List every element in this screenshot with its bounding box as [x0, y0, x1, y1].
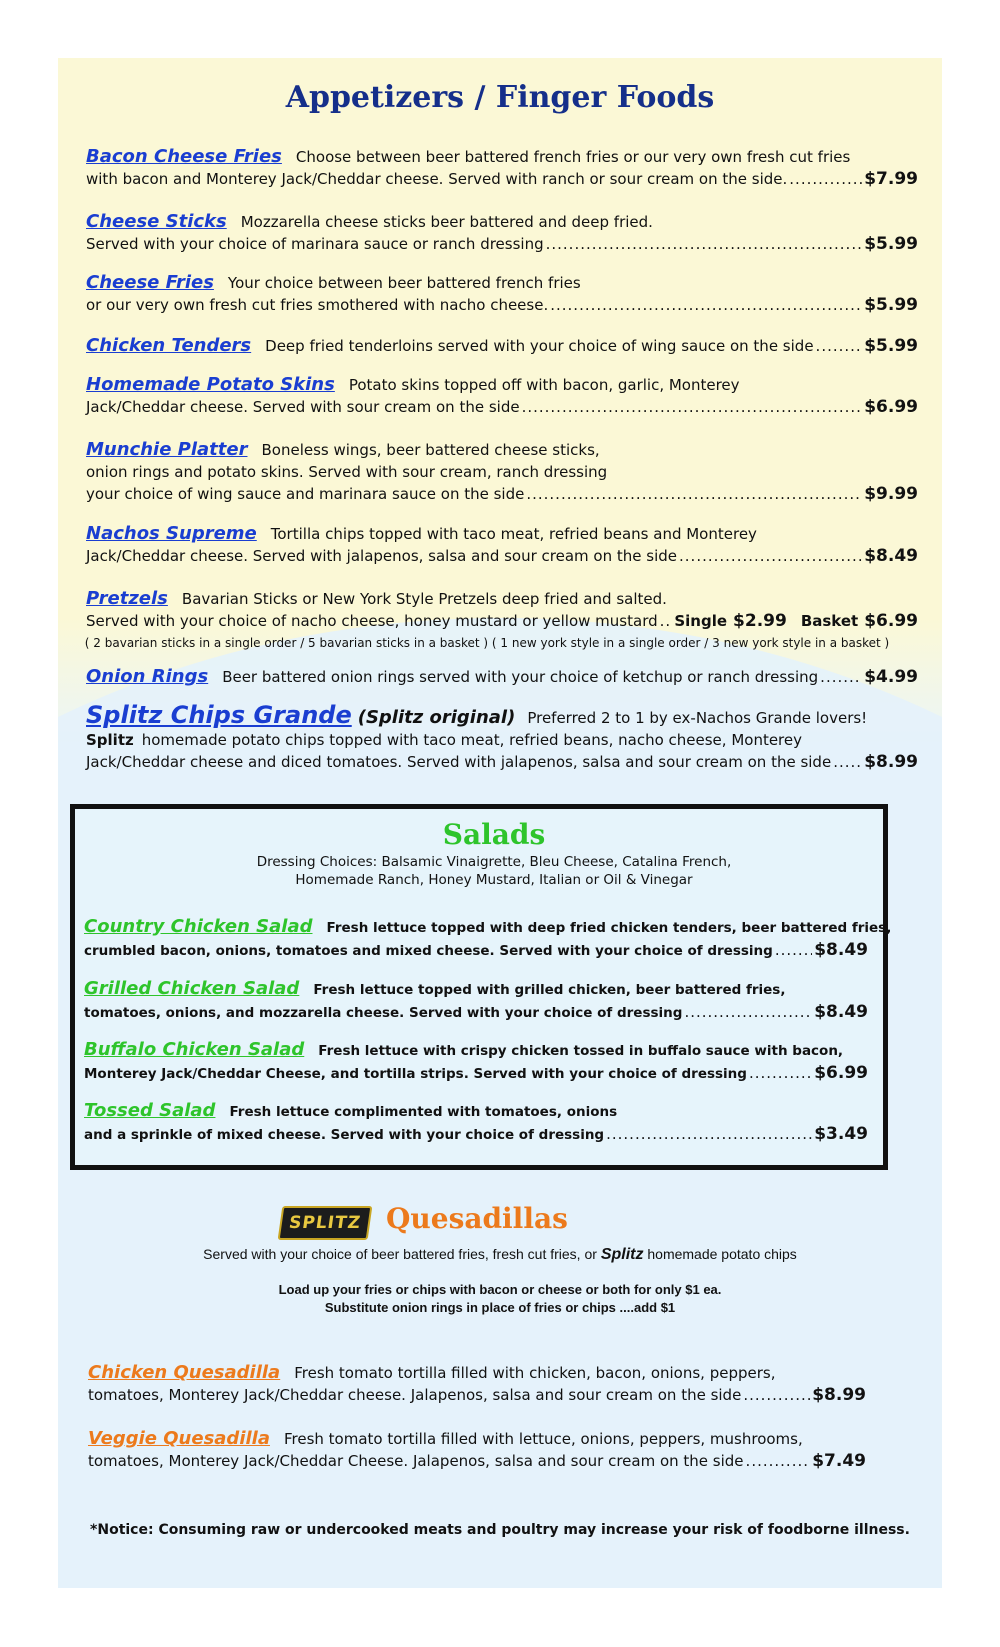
leader-dots: [550, 294, 862, 316]
item-price: $8.99: [812, 1385, 866, 1405]
leader-dots: [833, 751, 862, 773]
item-name: Splitz Chips Grande: [86, 701, 352, 729]
item-desc: tomatoes, Monterey Jack/Cheddar cheese. Jalapenos, salsa and sour cream on the side: [88, 1386, 742, 1404]
menu-page: [58, 58, 942, 1588]
item-desc: Deep fried tenderloins served with your choice of wing sauce on the side: [265, 337, 814, 355]
item-name: Chicken Tenders: [86, 335, 252, 356]
item-desc: Monterey Jack/Cheddar Cheese, and tortilla strips. Served with your choice of dressing: [84, 1066, 747, 1082]
item-name: Cheese Fries: [86, 272, 214, 293]
item-desc: Jack/Cheddar cheese. Served with sour cream on the side: [86, 398, 520, 416]
menu-content: [58, 58, 942, 1588]
item-desc: Served with your choice of nacho cheese, honey mustard or yellow mustard: [86, 612, 658, 630]
menu-item-pretzels: [86, 588, 918, 654]
item-name: Onion Rings: [86, 666, 209, 687]
item-price: $4.99: [864, 667, 918, 687]
menu-item-nachos-supreme: [86, 523, 918, 567]
substitute-note: Substitute onion rings in place of fries or chips ....add $1: [324, 1300, 676, 1315]
item-name: Veggie Quesadilla: [88, 1428, 270, 1449]
menu-item-cheese-fries: [86, 272, 918, 316]
item-desc: Tortilla chips topped with taco meat, refried beans and Monterey: [270, 525, 757, 543]
note-text: homemade potato chips: [647, 1246, 797, 1262]
item-price: $6.99: [864, 397, 918, 417]
item-desc: tomatoes, onions, and mozzarella cheese. Served with your choice of dressing: [84, 1005, 683, 1021]
menu-item-veggie-quesadilla: [88, 1428, 866, 1472]
menu-item-chicken-quesadilla: [88, 1362, 866, 1406]
menu-item-onion-rings: [86, 666, 918, 688]
load-up-note: Load up your fries or chips with bacon or cheese or both for only $1 ea.: [278, 1282, 722, 1297]
item-desc: Boneless wings, beer battered cheese sticks,: [261, 441, 600, 459]
item-desc: Fresh lettuce topped with grilled chicken, beer battered fries,: [313, 982, 786, 998]
menu-item-splitz-chips-grande: [86, 701, 918, 773]
leader-dots: [816, 335, 863, 357]
leader-dots: [526, 483, 862, 505]
item-desc: Fresh lettuce with crispy chicken tossed in buffalo sauce with bacon,: [318, 1043, 844, 1059]
menu-item-potato-skins: [86, 374, 918, 418]
menu-item-tossed-salad: [84, 1100, 868, 1146]
quesadillas-served-note: [58, 1246, 942, 1264]
item-name: Chicken Quesadilla: [88, 1362, 281, 1383]
leader-dots: [749, 1062, 812, 1084]
item-desc: and a sprinkle of mixed cheese. Served with your choice of dressing: [84, 1127, 605, 1143]
item-desc: Bavarian Sticks or New York Style Pretzels deep fried and salted.: [181, 590, 667, 608]
pretzel-note: ( 2 bavarian sticks in a single order / 5 bavarian sticks in a basket ) ( 1 new york style in a single order / 3 new york style in a basket ): [84, 636, 890, 650]
item-desc: crumbled bacon, onions, tomatoes and mixed cheese. Served with your choice of dressing: [84, 943, 773, 959]
item-desc: onion rings and potato skins. Served with sour cream, ranch dressing: [86, 463, 608, 481]
splitz-logo: SPLITZ: [278, 1206, 373, 1240]
item-name: Country Chicken Salad: [84, 916, 313, 937]
item-desc: with bacon and Monterey Jack/Cheddar cheese. Served with ranch or sour cream on the side.: [86, 170, 788, 188]
leader-dots: [522, 396, 863, 418]
appetizers-title: Appetizers / Finger Foods: [285, 80, 715, 115]
menu-item-bacon-cheese-fries: [86, 146, 918, 190]
leader-dots: [820, 666, 862, 688]
item-name: Cheese Sticks: [86, 211, 227, 232]
leader-dots: [743, 1384, 810, 1406]
item-desc: Preferred 2 to 1 by ex-Nachos Grande lovers!: [527, 709, 868, 727]
item-desc: Potato skins topped off with bacon, garlic, Monterey: [348, 376, 740, 394]
item-desc: Fresh lettuce complimented with tomatoes, onions: [229, 1104, 618, 1120]
item-name: Munchie Platter: [86, 439, 248, 460]
item-price: $8.49: [864, 546, 918, 566]
salads-title: Salads: [442, 818, 546, 851]
item-name: Bacon Cheese Fries: [86, 146, 282, 167]
leader-dots: [746, 1450, 811, 1472]
item-desc: Beer battered onion rings served with your choice of ketchup or ranch dressing: [222, 668, 819, 686]
item-desc: Your choice between beer battered french fries: [227, 274, 581, 292]
item-price: $8.49: [814, 1002, 868, 1022]
leader-dots: [775, 939, 812, 961]
menu-item-grilled-chicken-salad: [84, 978, 868, 1024]
item-price: $7.49: [812, 1451, 866, 1471]
item-price: $8.99: [864, 752, 918, 772]
item-price: $9.99: [864, 484, 918, 504]
item-desc: Fresh tomato tortilla filled with lettuce, onions, peppers, mushrooms,: [283, 1430, 803, 1448]
basket-price: $6.99: [864, 611, 918, 631]
item-desc: homemade potato chips topped with taco meat, refried beans, nacho cheese, Monterey: [141, 731, 802, 749]
item-name: Tossed Salad: [84, 1100, 216, 1121]
item-price: $6.99: [814, 1063, 868, 1083]
item-desc: Jack/Cheddar cheese. Served with jalapenos, salsa and sour cream on the side: [86, 547, 678, 565]
menu-item-country-chicken-salad: [84, 916, 892, 962]
item-price: $8.49: [814, 940, 868, 960]
leader-dots: [789, 168, 862, 190]
item-desc: or our very own fresh cut fries smothered with nacho cheese.: [86, 296, 549, 314]
item-desc: Fresh lettuce topped with deep fried chicken tenders, beer battered fries,: [326, 920, 892, 936]
basket-label: Basket: [800, 612, 859, 630]
item-name: Homemade Potato Skins: [86, 374, 335, 395]
leader-dots: [679, 545, 862, 567]
item-desc: Fresh tomato tortilla filled with chicken, bacon, onions, peppers,: [294, 1364, 776, 1382]
brand-name: Splitz: [600, 1246, 644, 1263]
item-price: $5.99: [864, 295, 918, 315]
item-name: Buffalo Chicken Salad: [84, 1039, 305, 1060]
item-name: Pretzels: [86, 588, 168, 609]
item-price: $7.99: [864, 169, 918, 189]
menu-item-cheese-sticks: [86, 211, 918, 255]
dressing-choices-line-2: Homemade Ranch, Honey Mustard, Italian or Oil & Vinegar: [295, 872, 693, 888]
item-name: Nachos Supreme: [86, 523, 257, 544]
note-text: Served with your choice of beer battered fries, fresh cut fries, or: [203, 1246, 597, 1262]
brand-name: Splitz: [86, 731, 134, 749]
leader-dots: [606, 1123, 812, 1145]
item-price: $5.99: [864, 336, 918, 356]
item-desc: your choice of wing sauce and marinara sauce on the side: [86, 485, 525, 503]
item-price: $3.49: [814, 1124, 868, 1144]
quesadillas-title: Quesadillas: [386, 1202, 568, 1235]
item-desc: Served with your choice of marinara sauce or ranch dressing: [86, 235, 544, 253]
dressing-choices-line-1: Dressing Choices: Balsamic Vinaigrette, Bleu Cheese, Catalina French,: [256, 854, 732, 870]
leader-dots: [546, 233, 863, 255]
single-label: Single: [674, 612, 728, 630]
item-subtitle: (Splitz original): [357, 707, 516, 728]
item-desc: Jack/Cheddar cheese and diced tomatoes. Served with jalapenos, salsa and sour cream on the side: [86, 753, 832, 771]
menu-item-buffalo-chicken-salad: [84, 1039, 868, 1085]
item-desc: tomatoes, Monterey Jack/Cheddar Cheese. Jalapenos, salsa and sour cream on the side: [88, 1452, 744, 1470]
menu-item-chicken-tenders: [86, 335, 918, 357]
item-name: Grilled Chicken Salad: [84, 978, 300, 999]
single-price: $2.99: [733, 611, 787, 631]
foodborne-illness-notice: *Notice: Consuming raw or undercooked meats and poultry may increase your risk of foodborne illness.: [90, 1522, 910, 1538]
menu-item-munchie-platter: [86, 439, 918, 505]
leader-dots: [684, 1001, 812, 1023]
item-desc: Mozzarella cheese sticks beer battered and deep fried.: [240, 213, 653, 231]
leader-dots: [660, 610, 671, 632]
item-price: $5.99: [864, 234, 918, 254]
item-desc: Choose between beer battered french fries or our very own fresh cut fries: [295, 148, 851, 166]
